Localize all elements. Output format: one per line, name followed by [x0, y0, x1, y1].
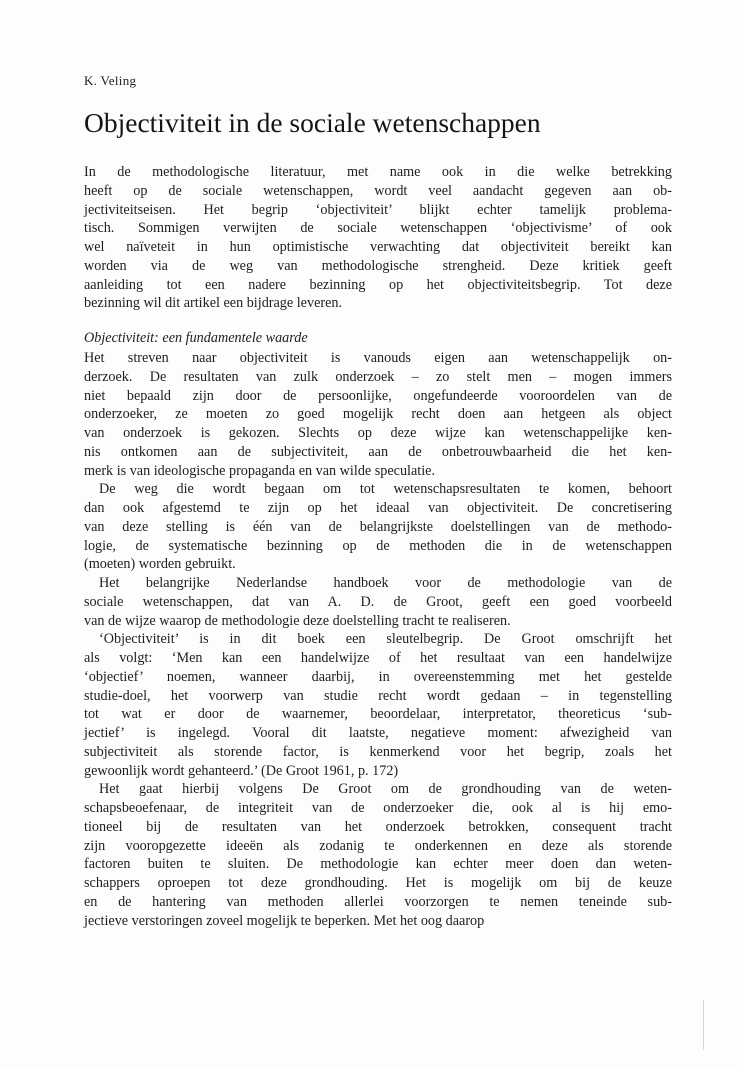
text-line: zijn vooropgezette ideeën als zodanig te onderkennen en deze als storende	[84, 837, 672, 854]
text-line: van deze stelling is één van de belangrijkste doelstellingen van de methodo-	[84, 518, 672, 535]
text-line: Het belangrijke Nederlandse handboek voor de methodologie van de	[99, 575, 672, 591]
text-line: logie, de systematische bezinning op de methoden die in de wetenschappen	[84, 537, 672, 554]
text-line: dan ook afgestemd te zijn op het ideaal van objectiviteit. De concretisering	[84, 500, 672, 516]
text-line: jectief’ is ingelegd. Vooral dit laatste, negatieve moment: afwezigheid van	[84, 725, 672, 741]
text-line: schappers oproepen tot deze grondhouding. Het is mogelijk om bij de keuze	[84, 875, 672, 891]
text-line: als volgt: ‘Men kan een handelwijze of het resultaat van een handelwijze	[84, 650, 672, 666]
text-line: factoren buiten te sluiten. De methodologie kan echter meer doen dan weten-	[84, 856, 672, 873]
text-line: tioneel bij de resultaten van het onderzoek betrokken, consequent tracht	[84, 818, 672, 835]
text-line: nis ontkomen aan de subjectiviteit, aan de onbetrouwbaarheid die het ken-	[84, 443, 672, 460]
text-line: De weg die wordt begaan om tot wetenschapsresultaten te komen, behoort	[99, 481, 672, 498]
text-line: schapsbeoefenaar, de integriteit van de onderzoeker die, ook al is hij emo-	[84, 800, 672, 816]
text-line: worden via de weg van methodologische strengheid. Deze kritiek geeft	[84, 257, 672, 274]
author-name: K. Veling	[84, 73, 137, 88]
article-title: Objectiviteit in de sociale wetenschappen	[84, 107, 541, 138]
text-line: merk is van ideologische propaganda en van wilde speculatie.	[84, 462, 436, 479]
text-line: bezinning wil dit artikel een bijdrage leveren.	[84, 295, 343, 312]
text-line: aanleiding tot een nadere bezinning op het objectiviteitsbegrip. Tot deze	[84, 276, 672, 293]
text-line: (moeten) worden gebruikt.	[84, 556, 236, 573]
text-line: en de hantering van methoden allerlei voorzorgen te nemen teneinde sub-	[84, 893, 672, 910]
text-line: tot wat er door de waarnemer, beoordelaar, interpretator, theoreticus ‘sub-	[84, 706, 672, 723]
text-line: van onderzoek is gekozen. Slechts op deze wijze kan wetenschappelijke ken-	[84, 425, 672, 441]
text-line: ‘objectief’ noemen, wanneer daarbij, in overeenstemming met het gestelde	[84, 668, 672, 685]
body-text	[84, 349, 672, 930]
text-line: In de methodologische literatuur, met name ook in die welke betrekking	[84, 164, 672, 180]
text-line: jectiviteitseisen. Het begrip ‘objectiviteit’ blijkt echter tamelijk problema-	[84, 201, 672, 218]
text-line: studie-doel, het voorwerp van studie recht wordt gedaan – in tegenstelling	[84, 687, 672, 704]
text-line: derzoek. De resultaten van zulk onderzoek – zo stelt men – mogen immers	[84, 368, 672, 385]
text-line: niet bepaald zijn door de persoonlijke, ongefundeerde vooroordelen van de	[84, 387, 672, 404]
text-line: sociale wetenschappen, dat van A. D. de Groot, geeft een goed voorbeeld	[84, 593, 672, 610]
text-line: Het streven naar objectiviteit is vanouds eigen aan wetenschappelijk on-	[84, 350, 672, 366]
text-line: wel naïveteit in hun optimistische verwachting dat objectiviteit bereikt kan	[84, 239, 672, 255]
text-line: gewoonlijk wordt gehanteerd.’ (De Groot 1961, p. 172)	[84, 762, 399, 779]
page-edge-mark	[703, 1000, 704, 1050]
text-line: Het gaat hierbij volgens De Groot om de grondhouding van de weten-	[99, 781, 672, 798]
text-line: heeft op de sociale wetenschappen, wordt veel aandacht gegeven aan ob-	[84, 182, 672, 199]
text-line: subjectiviteit als storende factor, is kenmerkend voor het begrip, zoals het	[84, 743, 672, 760]
intro-paragraph	[84, 163, 672, 313]
text-line: van de wijze waarop de methodologie deze doelstelling tracht te realiseren.	[84, 612, 511, 629]
section-heading: Objectiviteit: een fundamentele waarde	[84, 330, 308, 346]
text-line: tisch. Sommigen verwijten de sociale wetenschappen ‘objectivisme’ of ook	[84, 220, 672, 237]
text-line: ‘Objectiviteit’ is in dit boek een sleutelbegrip. De Groot omschrijft het	[99, 631, 672, 648]
text-line: jectieve verstoringen zoveel mogelijk te beperken. Met het oog daarop	[84, 912, 485, 929]
text-line: onderzoeker, ze moeten zo goed mogelijk recht doen aan hetgeen als object	[84, 406, 672, 423]
